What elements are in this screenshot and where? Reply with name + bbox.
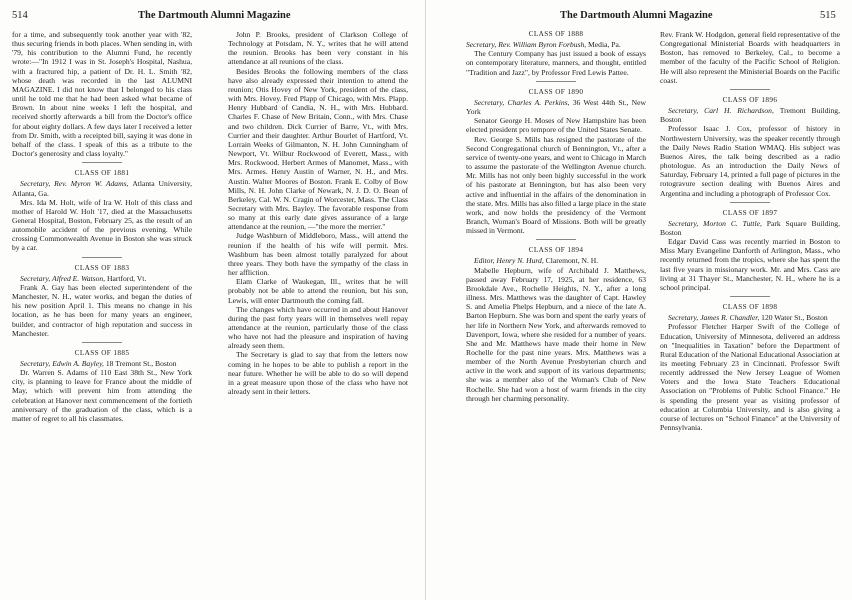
- secretary-name: Editor, Henry N. Hurd,: [474, 256, 546, 266]
- paragraph: Professor Isaac J. Cox, professor of history in Northwestern University, was the speaker recently through the Daily News Radio Station WMAQ. His subject was Buenos Aires, the talk being described as a radio photologue. As an introduction the Daily News of Saturday, February 14, printed a full page of pictures in the rotogravure section dealing with Buenos Aires and Argentina and including a photograph of Professor Cox.: [660, 124, 840, 198]
- section-divider: [730, 202, 770, 203]
- section-divider: [536, 239, 576, 240]
- class-heading: CLASS OF 1888: [528, 30, 584, 38]
- paragraph: Judge Washburn of Middleboro, Mass., will attend the reunion if the health of his wife will permit. Mrs. Washburn has been almost totally paralyzed for about three years. They both have the sympathy of the class in her affliction.: [228, 231, 408, 278]
- secretary-address: 120 Water St., Boston: [761, 313, 828, 323]
- paragraph: Edgar David Cass was recently married in Boston to Miss Mary Evangeline Danforth of Arlington, Mass., who recently returned from the tropics, where she has spent the last five years in missionary work. Mr. and Mrs. Cass are living at 31 Thayer St., Manchester, N. H., where he is a school principal.: [660, 237, 840, 292]
- right-column-2: [660, 30, 840, 596]
- right-page: [426, 0, 852, 600]
- paragraph: Dr. Warren S. Adams of 110 East 38th St., New York city, is planning to leave for France about the middle of May, which will prevent him from attending the celebration at Hanover next commencement of the fortieth anniversary of the graduation of the class, which is a matter of regret to all his classmates.: [12, 368, 192, 423]
- secretary-address: Tremont Building, Boston: [660, 106, 840, 125]
- paragraph: Mabelle Hepburn, wife of Archibald J. Matthews, passed away February 17, 1925, at her residence, 63 Brookdale Ave., Rochelle Heights, N. Y., after a long illness. Mrs. Matthews was the daughter of Capt. Hawley S. and Amelia Phelps Hepburn, and a niece of the late A. Barton Hepburn. She was born and spent the early years of her life in Northern New York, and afterwards removed to Davenport, Iowa, where she resided for a number of years. She and Mr. Matthews have made their home in New Rochelle for the past nine years. Mrs. Matthews was a member of the North Avenue Presbyterian church and active in the work and support of its various departments; she was a member also of the Woman's Club of New Rochelle. She had won a host of warm friends in the city through her charming personality.: [466, 265, 646, 403]
- secretary-name: Secretary, Edwin A. Bayley,: [20, 359, 106, 368]
- secretary-name: Secretary, Rev. Myron W. Adams,: [20, 179, 133, 189]
- secretary-line: [466, 98, 646, 116]
- secretary-line: [12, 359, 192, 368]
- paragraph: John P. Brooks, president of Clarkson College of Technology at Potsdam, N. Y., writes that he will attend the reunion. Brooks has been very constant in his attendance at all reunions of the class.: [228, 30, 408, 67]
- secretary-address: Hartford, Vt.: [106, 273, 147, 283]
- secretary-address: 36 West 44th St., New York: [466, 97, 646, 117]
- section-divider: [82, 257, 122, 258]
- secretary-line: [466, 256, 646, 265]
- paragraph: Elam Clarke of Waukegan, Ill., writes that he will probably not be able to attend the reunion, but his son, Lewis, will enter Dartmouth the coming fall.: [228, 277, 408, 305]
- section-divider: [82, 162, 122, 163]
- secretary-address: Atlanta University, Atlanta, Ga.: [12, 179, 192, 198]
- secretary-line: [12, 274, 192, 283]
- paragraph: Professor Fletcher Harper Swift of the College of Education, University of Minnesota, delivered an address on "Inequalities in Taxation" before the Department of Rural Education of the National Educational Association at its meeting February 23 in Cincinnati. Professor Swift recently addressed the New Jersey League of Women Voters and the Iowa State Teachers Educational Association on "Problems of Public School Finance." He is spending the present year as visiting professor of education at Columbia University, and is also giving a course of lectures on "School Finance" at the University of Pennsylvania.: [660, 322, 840, 433]
- class-heading: CLASS OF 1885: [74, 348, 130, 357]
- class-heading: CLASS OF 1883: [74, 263, 130, 272]
- class-heading: CLASS OF 1897: [722, 208, 778, 217]
- secretary-line: [660, 219, 840, 237]
- secretary-name: Secretary, Morton C. Tuttle,: [668, 218, 767, 228]
- paragraph: The Century Company has just issued a book of essays on contemporary literature, manners, and thought, entitled "Tradition and Jazz", by Professor Fred Lewis Pattee.: [466, 49, 646, 77]
- section-divider: [536, 81, 576, 82]
- paragraph: The changes which have occurred in and about Hanover during the past forty years will in themselves well repay attendance at the reunion, particularly those of the class who have not had the pleasure and inspiration of having already seen them.: [228, 304, 408, 351]
- page-number-left: 514: [12, 10, 28, 21]
- secretary-address: Claremont, N. H.: [545, 256, 599, 266]
- running-header-left: The Dartmouth Alumni Magazine: [138, 10, 291, 21]
- right-column-1: [466, 30, 646, 596]
- left-column-1: [12, 30, 192, 596]
- running-header-right: The Dartmouth Alumni Magazine: [560, 10, 713, 21]
- section-divider: [730, 89, 770, 90]
- class-heading: CLASS OF 1896: [722, 95, 778, 104]
- secretary-address: 18 Tremont St., Boston: [105, 359, 177, 368]
- paragraph: Senator George H. Moses of New Hampshire has been elected president pro tempore of the United States Senate.: [466, 116, 646, 135]
- secretary-name: Secretary, Charles A. Perkins,: [474, 97, 573, 107]
- secretary-line: [660, 106, 840, 124]
- paragraph: Rev. Frank W. Hodgdon, general field representative of the Congregational Ministerial Boards with headquarters in Boston, has removed to Berkeley, Cal., to become a member of the faculty of the Pacific School of Religion. He will also represent the Ministerial Boards on the Pacific coast.: [660, 30, 840, 85]
- secretary-line: [660, 313, 840, 322]
- secretary-line: [466, 40, 646, 49]
- paragraph: Rev. George S. Mills has resigned the pastorate of the Second Congregational church of Bennington, Vt., after a service of twenty-one years, and went to Chicago in March to assume the pastorate of the Wellington Avenue church. Mr. Mills has not only been highly successful in the work of his pastorate at Bennington, but has also been very active and influential in the affairs of the denomination in the state. Mrs. Mills has also filled a large place in the state work, and now holds the presidency of the Vermont Branch, Woman's Board of Missions. Both will be greatly missed in Vermont.: [466, 134, 646, 236]
- class-heading: CLASS OF 1898: [722, 303, 778, 312]
- secretary-address: Media, Pa.: [588, 40, 621, 50]
- section-divider: [82, 342, 122, 343]
- paragraph: for a time, and subsequently took another year with '82, thus securing friends in both places. When sending in, with '79, his contribution to the Alumni Fund, he recently wrote:—"In 1912 I was in St. Joseph's Hospital, Nashua, with a fractured hip, a patient of Dr. H. L. Smith '82, whose death was recorded in the last ALUMNI MAGAZINE. I did not know that I belonged to his class until he told me that he had been asked what became of Brown. In about nine weeks I left the hospital, and received shortly afterwards a bill from the Doctor's office for about eighty dollars. A few days later I received a letter from Dr. Smith, with a receipted bill, saying it was done in behalf of the class. I speak of this as a tribute to the Doctor's generosity and class loyalty.": [12, 30, 192, 159]
- page-number-right: 515: [820, 10, 836, 21]
- paragraph: Mrs. Ida M. Holt, wife of Ira W. Holt of this class and mother of Harold W. Holt '17, died at the Massachusetts General Hospital, Boston, February 25, as the result of an automobile accident of the previous evening. While crossing Commonwealth Avenue in Boston she was struck by a car.: [12, 197, 192, 253]
- paragraph: The Secretary is glad to say that from the letters now coming in he hopes to be able to publish a report in the near future. Whether he will be able to do so will depend in a great measure upon those of the class who have not already sent in their letters.: [228, 350, 408, 397]
- secretary-name: Secretary, Rev. William Byron Forbush,: [466, 40, 589, 50]
- paragraph: Frank A. Gay has been elected superintendent of the Manchester, N. H., water works, and began the duties of his new position April 1. This means no change in his location, as he has been for many years an engineer, builder, and contractor of high reputation and success in Manchester.: [12, 282, 192, 338]
- secretary-name: Secretary, Alfred E. Watson,: [20, 273, 107, 283]
- class-heading: CLASS OF 1890: [528, 87, 584, 96]
- secretary-line: [12, 179, 192, 197]
- paragraph: Besides Brooks the following members of the class have also already expressed their intention to attend the reunion; Otis Hovey of New York, president of the class, with Mrs. Hovey. Fred Plapp of Chicago, with Mrs. Plapp. Henry Hubbard of Candia, N. H., with Mrs. Hubbard. Charles F. Chase of New Britain, Conn., with Mrs. Chase and two children. Dick Currier of Barre, Vt., with Mrs. Currier and their daughter. Arthur Bourlet of Hartford, Vt. Lorrain Weeks of Gilmanton, N. H. John Cunningham of Newport, Vt. Wilbur Rockwood of Everett, Mass., with Mrs. Rockwood. Herbert Armes of Manomet, Mass., with Mrs. Armes. Henry Austin of Warner, N. H., and Mrs. Austin. Walter Moores of Boston. Frank E. Colby of Bow Mills, N. H. John Clarke of Newark, N. J. D. O. Bean of Berkeley, Cal. W. N. Cragin of Worcester, Mass. The Class Secretary with Mrs. Bayley. The favorable response from so many at this early date gives assurance of a large attendance at the reunion, —"the more the merrier.": [228, 66, 408, 232]
- section-divider: [730, 296, 770, 297]
- secretary-name: Secretary, James R. Chandler,: [668, 313, 762, 323]
- secretary-address: Park Square Building, Boston: [660, 218, 840, 237]
- class-heading: CLASS OF 1894: [528, 246, 584, 255]
- class-heading: CLASS OF 1881: [74, 169, 130, 178]
- left-column-2: [228, 30, 408, 596]
- secretary-name: Secretary, Carl H. Richardson,: [668, 106, 780, 116]
